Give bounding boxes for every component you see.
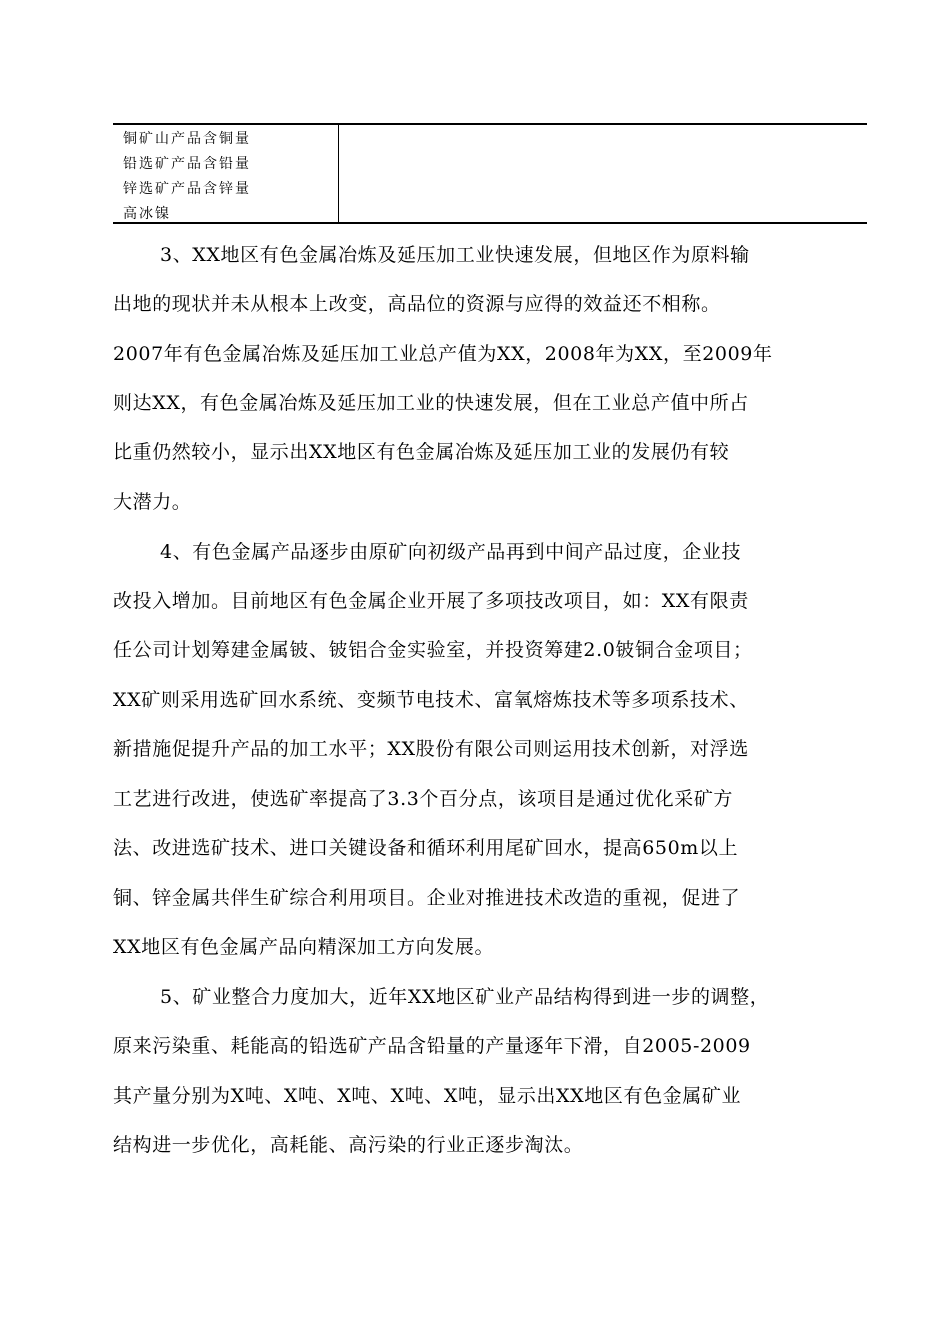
paragraph-line: XX矿则采用选矿回水系统、变频节电技术、富氧熔炼技术等多项系技术、 bbox=[113, 689, 749, 711]
paragraph-line: 法、改进选矿技术、进口关键设备和循环利用尾矿回水，提高650m以上 bbox=[113, 837, 739, 859]
table-column-divider bbox=[338, 125, 339, 222]
paragraph-line: 工艺进行改进，使选矿率提高了3.3个百分点，该项目是通过优化采矿方 bbox=[113, 788, 734, 810]
paragraph-line: 其产量分别为X吨、X吨、X吨、X吨、X吨，显示出XX地区有色金属矿业 bbox=[113, 1085, 742, 1107]
paragraph-line: 2007年有色金属冶炼及延压加工业总产值为XX，2008年为XX，至2009年 bbox=[113, 343, 773, 365]
paragraph-line: XX地区有色金属产品向精深加工方向发展。 bbox=[113, 936, 495, 958]
table-row-label: 高冰镍 bbox=[123, 206, 171, 222]
table-row-label: 锌选矿产品含锌量 bbox=[123, 181, 251, 197]
paragraph-line: 原来污染重、耗能高的铅选矿产品含铅量的产量逐年下滑，自2005-2009 bbox=[113, 1035, 751, 1057]
paragraph-line: 5、矿业整合力度加大，近年XX地区矿业产品结构得到进一步的调整， bbox=[160, 986, 770, 1008]
paragraph-line: 改投入增加。目前地区有色金属企业开展了多项技改项目，如：XX有限责 bbox=[113, 590, 749, 612]
paragraph-line: 新措施促提升产品的加工水平；XX股份有限公司则运用技术创新，对浮选 bbox=[113, 738, 749, 760]
paragraph-line: 比重仍然较小，显示出XX地区有色金属冶炼及延压加工业的发展仍有较 bbox=[113, 441, 730, 463]
paragraph-line: 结构进一步优化，高耗能、高污染的行业正逐步淘汰。 bbox=[113, 1134, 584, 1156]
paragraph-line: 3、XX地区有色金属冶炼及延压加工业快速发展，但地区作为原料输 bbox=[160, 244, 750, 266]
table-row-label: 铜矿山产品含铜量 bbox=[123, 131, 251, 147]
paragraph-line: 任公司计划筹建金属铍、铍铝合金实验室，并投资筹建2.0铍铜合金项目； bbox=[113, 639, 753, 661]
paragraph-line: 铜、锌金属共伴生矿综合利用项目。企业对推进技术改造的重视，促进了 bbox=[113, 887, 741, 909]
paragraph-line: 出地的现状并未从根本上改变，高品位的资源与应得的效益还不相称。 bbox=[113, 293, 721, 315]
paragraph-line: 大潜力。 bbox=[113, 491, 192, 513]
table-row-label: 铅选矿产品含铅量 bbox=[123, 156, 251, 172]
product-table bbox=[113, 123, 867, 224]
paragraph-line: 4、有色金属产品逐步由原矿向初级产品再到中间产品过度，企业技 bbox=[160, 541, 742, 563]
paragraph-line: 则达XX，有色金属冶炼及延压加工业的快速发展，但在工业总产值中所占 bbox=[113, 392, 749, 414]
